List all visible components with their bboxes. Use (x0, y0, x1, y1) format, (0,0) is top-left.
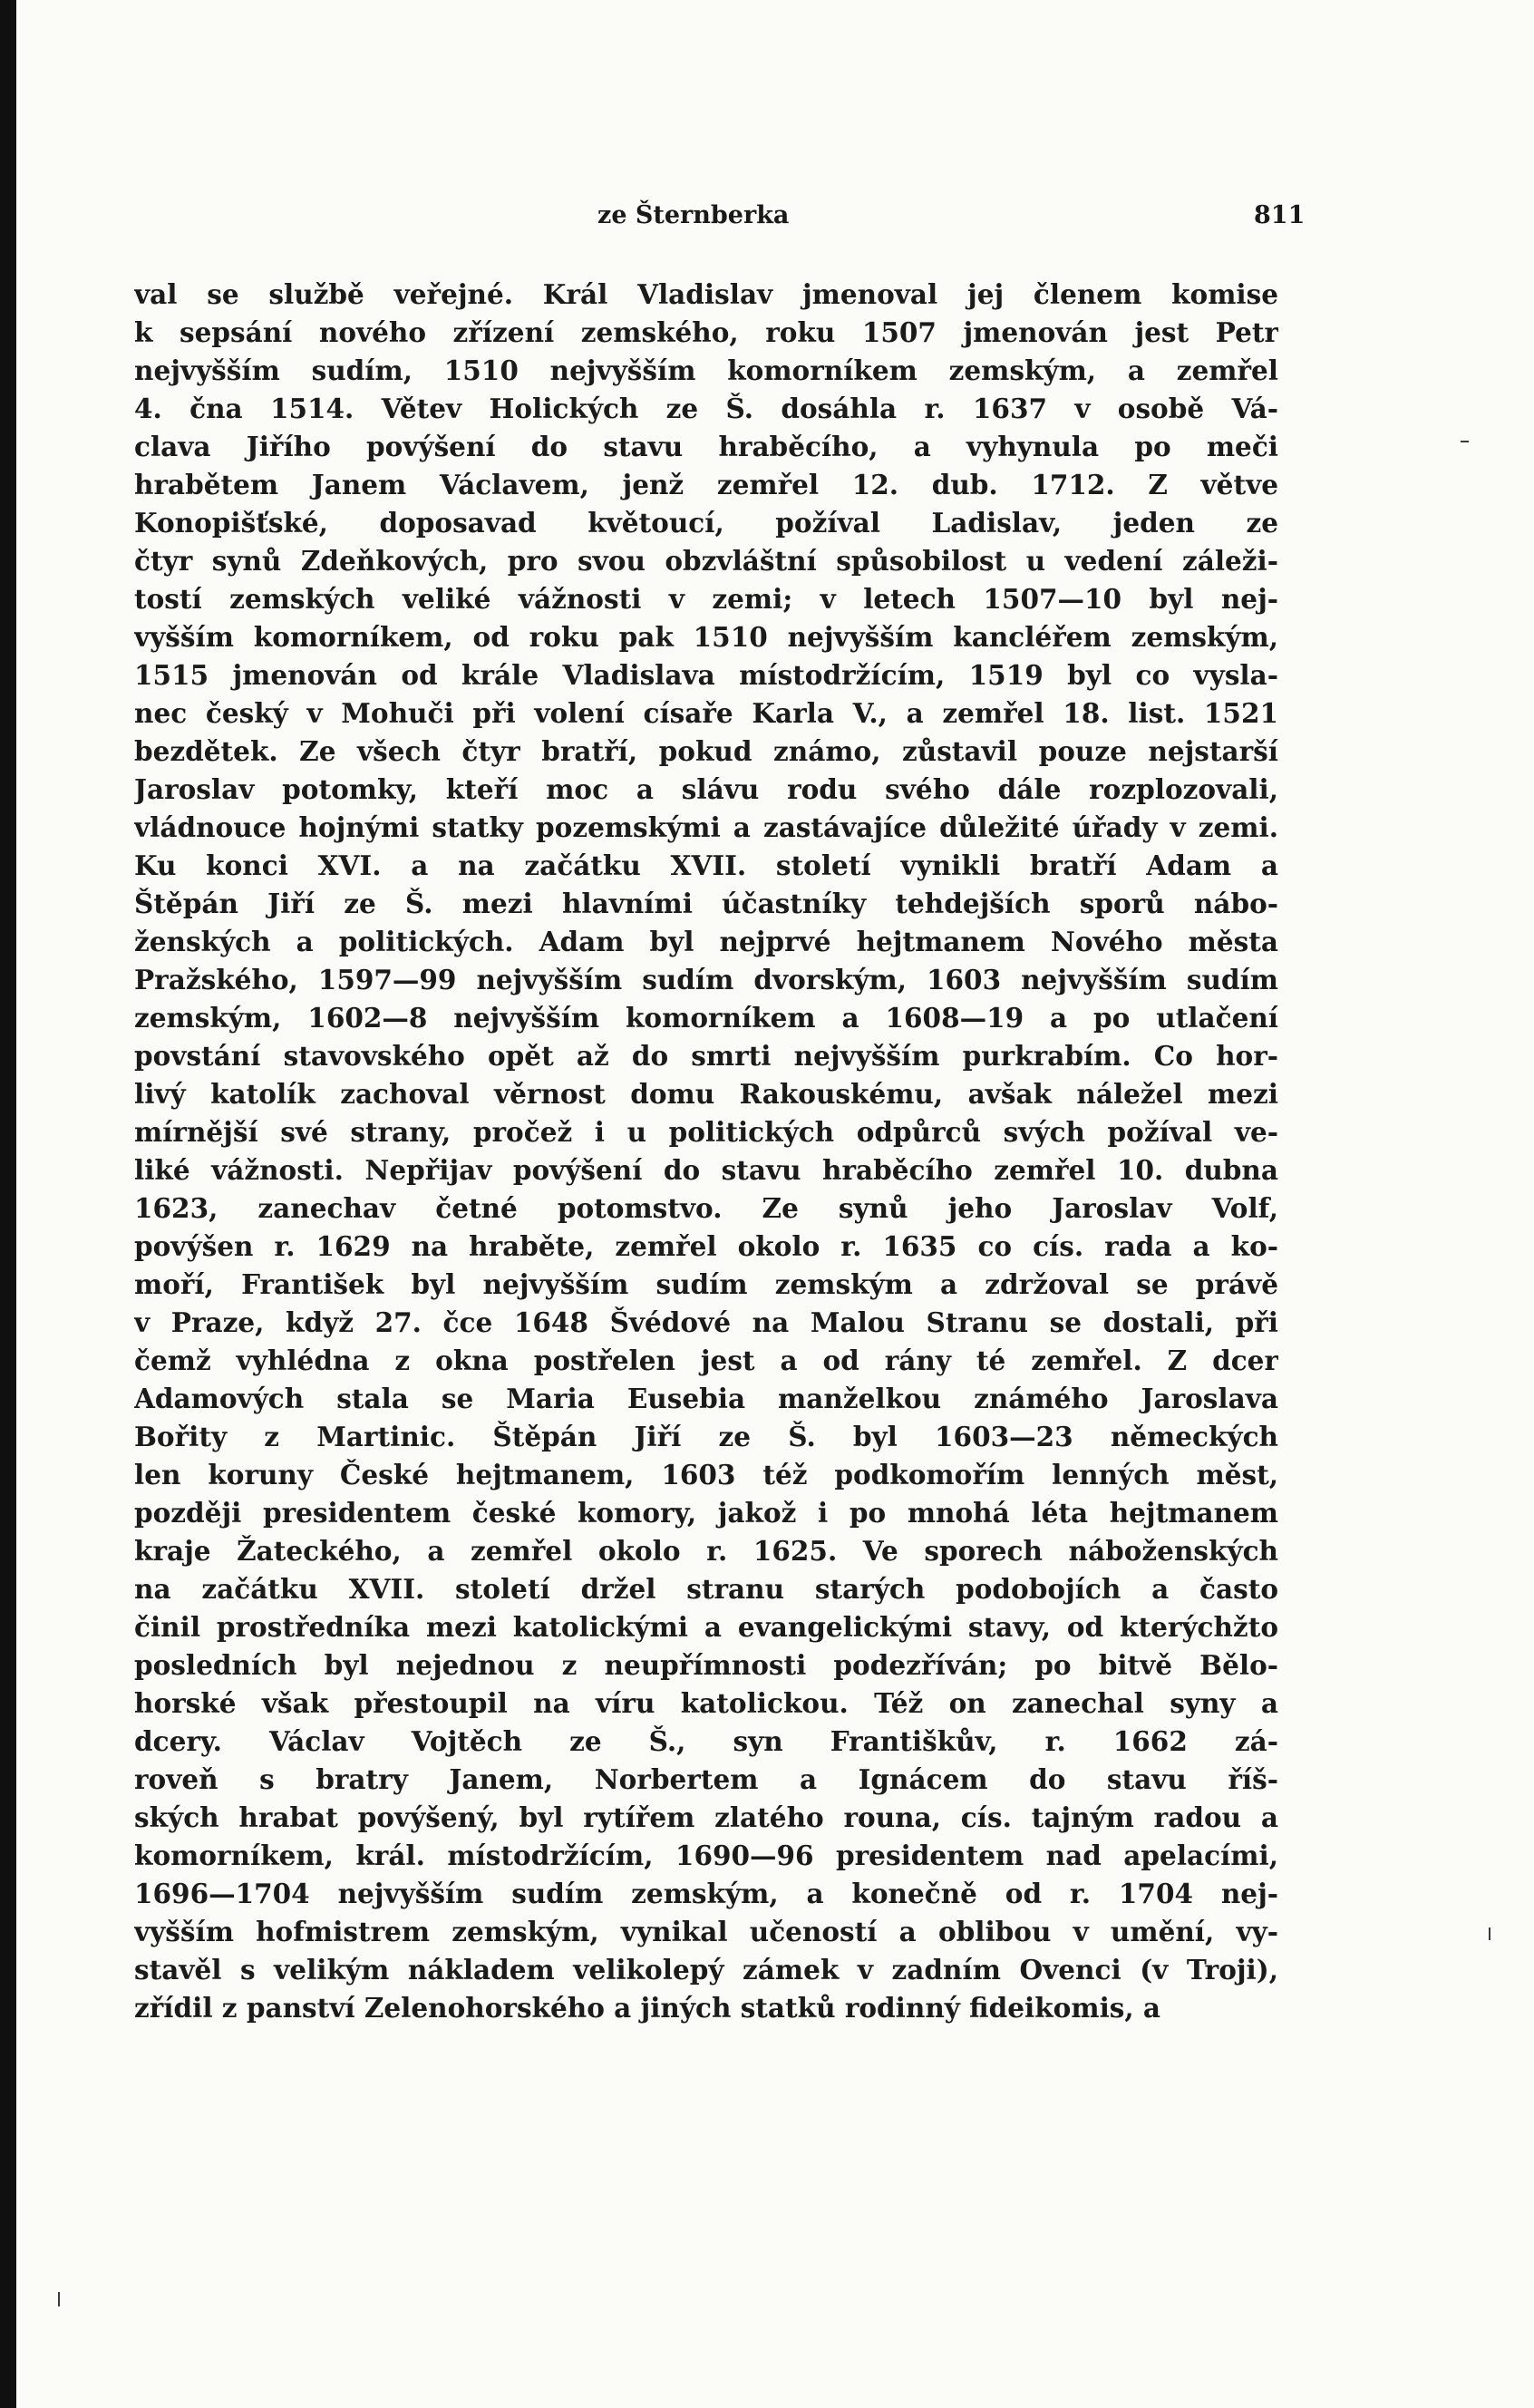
text-line: vládnouce hojnými statky pozemskými a zastávajíce důležité úřady v zemi. (134, 811, 1278, 843)
page-number: 811 (1254, 201, 1306, 229)
text-line: bezdětek. Ze všech čtyr bratří, pokud známo, zůstavil pouze nejstarší (134, 735, 1278, 767)
text-line: clava Jiřího povýšení do stavu hraběcího, a vyhynula po meči (134, 431, 1278, 462)
text-line: Adamových stala se Maria Eusebia manželkou známého Jaroslava (134, 1383, 1278, 1414)
text-line: dcery. Václav Vojtěch ze Š., syn Františkův, r. 1662 zá- (134, 1725, 1278, 1757)
text-line: povstání stavovského opět až do smrti nejvyšším purkrabím. Co hor- (134, 1040, 1278, 1072)
text-line: val se službě veřejné. Král Vladislav jmenoval jej členem komise (134, 278, 1278, 310)
body-text (134, 276, 1278, 2027)
text-line: vyšším komorníkem, od roku pak 1510 nejvyšším kancléřem zemským, (134, 621, 1278, 653)
page-header (16, 201, 1534, 238)
text-line: roveň s bratry Janem, Norbertem a Ignácem do stavu říš- (134, 1763, 1278, 1795)
text-line: čtyr synů Zdeňkových, pro svou obzvláštní spůsobilost u vedení záleži- (134, 545, 1278, 577)
text-line: nec český v Mohuči při volení císaře Karla V., a zemřel 18. list. 1521 (134, 697, 1278, 729)
text-line: liké vážnosti. Nepřijav povýšení do stavu hraběcího zemřel 10. dubna (134, 1154, 1278, 1186)
text-line: Ku konci XVI. a na začátku XVII. století vynikli bratří Adam a (134, 850, 1278, 881)
text-line: Pražského, 1597—99 nejvyšším sudím dvorským, 1603 nejvyšším sudím (134, 964, 1278, 995)
scan-border (0, 0, 16, 2408)
text-line: livý katolík zachoval věrnost domu Rakouskému, avšak náležel mezi (134, 1078, 1278, 1110)
text-line: na začátku XVII. století držel stranu starých podobojích a často (134, 1573, 1278, 1605)
margin-mark (58, 2292, 60, 2306)
text-line: zřídil z panství Zelenohorského a jiných statků rodinný fideikomis, a (134, 1992, 1161, 2024)
text-line: 1623, zanechav četné potomstvo. Ze synů jeho Jaroslav Volf, (134, 1192, 1278, 1224)
text-line: v Praze, když 27. čce 1648 Švédové na Malou Stranu se dostali, při (134, 1306, 1278, 1338)
text-line: stavěl s velikým nákladem velikolepý zámek v zadním Ovenci (v Troji), (134, 1954, 1278, 1986)
text-line: ženských a politických. Adam byl nejprvé hejtmanem Nového města (134, 926, 1278, 957)
text-line: horské však přestoupil na víru katolickou. Též on zanechal syny a (134, 1687, 1278, 1719)
text-line: 1515 jmenován od krále Vladislava místodržícím, 1519 byl co vysla- (134, 659, 1278, 691)
text-line: Štěpán Jiří ze Š. mezi hlavními účastníky tehdejších sporů nábo- (134, 888, 1278, 919)
text-line: ských hrabat povýšený, byl rytířem zlatého rouna, cís. tajným radou a (134, 1801, 1278, 1833)
text-line: kraje Žateckého, a zemřel okolo r. 1625. Ve sporech náboženských (134, 1535, 1278, 1567)
margin-mark (1489, 1927, 1490, 1940)
book-page (16, 0, 1534, 2408)
text-line: komorníkem, král. místodržícím, 1690—96 presidentem nad apelacími, (134, 1840, 1278, 1871)
text-line: Bořity z Martinic. Štěpán Jiří ze Š. byl 1603—23 německých (134, 1421, 1278, 1452)
running-head: ze Šternberka (597, 201, 790, 229)
text-line: 4. čna 1514. Větev Holických ze Š. dosáhla r. 1637 v osobě Vá- (134, 393, 1278, 424)
text-line: později presidentem české komory, jakož i po mnohá léta hejtmanem (134, 1497, 1278, 1529)
margin-mark (1461, 441, 1469, 442)
text-line: posledních byl nejednou z neupřímnosti podezříván; po bitvě Bělo- (134, 1649, 1278, 1681)
text-line: zemským, 1602—8 nejvyšším komorníkem a 1608—19 a po utlačení (134, 1002, 1278, 1034)
text-line: nejvyšším sudím, 1510 nejvyšším komorníkem zemským, a zemřel (134, 354, 1278, 386)
text-line: mírnější své strany, pročež i u politických odpůrců svých požíval ve- (134, 1116, 1278, 1148)
text-line: Konopišťské, doposavad květoucí, požíval Ladislav, jeden ze (134, 507, 1278, 539)
text-line: 1696—1704 nejvyšším sudím zemským, a konečně od r. 1704 nej- (134, 1878, 1278, 1909)
text-line: k sepsání nového zřízení zemského, roku 1507 jmenován jest Petr (134, 316, 1278, 348)
text-line: Jaroslav potomky, kteří moc a slávu rodu svého dále rozplozovali, (134, 773, 1278, 805)
text-line: len koruny České hejtmanem, 1603 též podkomořím lenných měst, (134, 1459, 1278, 1490)
text-line: tostí zemských veliké vážnosti v zemi; v letech 1507—10 byl nej- (134, 583, 1278, 615)
text-line: moří, František byl nejvyšším sudím zemským a zdržoval se právě (134, 1268, 1278, 1300)
text-line: čemž vyhlédna z okna postřelen jest a od rány té zemřel. Z dcer (134, 1345, 1278, 1376)
text-line: vyšším hofmistrem zemským, vynikal učeností a oblibou v umění, vy- (134, 1916, 1278, 1947)
text-line: povýšen r. 1629 na hraběte, zemřel okolo r. 1635 co cís. rada a ko- (134, 1230, 1278, 1262)
text-line: činil prostředníka mezi katolickými a evangelickými stavy, od kterýchžto (134, 1611, 1278, 1643)
text-line: hrabětem Janem Václavem, jenž zemřel 12. dub. 1712. Z větve (134, 469, 1278, 500)
